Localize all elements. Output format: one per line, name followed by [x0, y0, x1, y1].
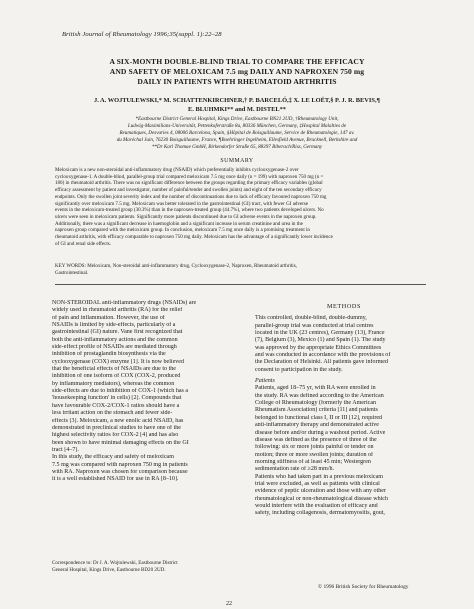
- title-line: A SIX-MONTH DOUBLE-BLIND TRIAL TO COMPARE THE EFFICACY: [109, 57, 365, 66]
- text-line: would interfere with the evaluation of efficacy and: [255, 502, 378, 509]
- text-line: NON-STEROIDAL anti-inflammatory drugs (NSAIDs) are: [52, 300, 197, 306]
- text-line: gastrointestinal (GI) nature. Vane first recognized that: [52, 329, 183, 336]
- page-number: 22: [226, 601, 232, 607]
- summary-line: significantly over meloxicam 7.5 mg. Meloxicam was better tolerated in the gastrointestinal (GI) tract, with fewer GI adverse: [55, 200, 309, 207]
- text-line: by inflammatory mediators), whereas the common: [52, 380, 175, 387]
- patients-text: [255, 385, 433, 517]
- journal-citation: British Journal of Rheumatology 1996;35(suppl. 1):22–28: [62, 31, 222, 38]
- summary-line: naproxen group compared with the meloxicam group. In conclusion, meloxicam 7.5 mg once daily is a promising treatment in: [55, 227, 310, 234]
- keywords-line: Gastrointestinal.: [55, 269, 89, 276]
- text-line: with RA. Naproxen was chosen for comparison because: [52, 468, 188, 475]
- correspondence-line: General Hospital, Kings Drive, Eastbourne BD20 2UD.: [52, 566, 166, 573]
- text-line: cyclooxygenase (COX) enzyme [1]. It is now believed: [52, 358, 184, 365]
- text-line: the Declaration of Helsinki. All patients gave informed: [255, 359, 388, 366]
- text-line: less irritant action on the stomach and fewer side-: [52, 410, 173, 417]
- text-line: side-effect profile of NSAIDs are mediated through: [52, 344, 177, 351]
- section-divider: [55, 284, 426, 285]
- text-line: trial were excluded, as well as patients with clinical: [255, 480, 380, 487]
- title-line: AND SAFETY OF MELOXICAM 7.5 mg DAILY AND NAPROXEN 750 mg: [109, 67, 365, 76]
- methods-heading: METHODS: [326, 303, 362, 310]
- text-line: of pain and inflammation. However, the use of: [52, 314, 165, 321]
- text-line: evidence of peptic ulceration and those with any other: [255, 488, 386, 495]
- left-column: [52, 300, 230, 484]
- text-line: widely used in rheumatoid arthritis (RA) for the relief: [52, 307, 183, 314]
- text-line: Patients who had taken part in a previous meloxicam: [255, 473, 383, 480]
- keywords: [55, 263, 426, 276]
- text-line: motion; three or more swollen joints; duration of: [255, 451, 374, 458]
- summary-line: 180) in rheumatoid arthritis. There was no significant difference between the groups regarding the primary efficacy variables (global: [55, 180, 323, 187]
- correspondence-line: Correspondence to: Dr J. A. Wojtulewski, Eastbourne District: [52, 560, 178, 566]
- methods-text: [255, 315, 433, 374]
- summary-line: efficacy assessment by patient and investigator, number of painful/tender and swollen joints) and eight of the ten secondary efficacy: [55, 187, 322, 194]
- patients-heading: Patients: [255, 378, 275, 385]
- summary-line: rheumatoid arthritis, with efficacy comparable to naproxen 750 mg daily. Meloxicam has the advantage of a significantly lower incidence: [55, 234, 333, 241]
- text-line: inhibition of prostaglandin biosynthesis via the: [52, 351, 166, 358]
- summary-line: endpoints. Only the swollen joint severity index and the number of discontinuations due to lack of efficacy favoured naproxen 750 mg: [55, 193, 327, 200]
- text-line: (7), Belgium (3), Mexico (1) and Spain (1). The study: [255, 337, 386, 344]
- summary-line: Additionally, there was a significant decrease in haemoglobin and a significant increase in serum creatinine and urea in the: [55, 220, 303, 227]
- affiliation-line: **Dr Karl Thomae GmbH, Birkendorfer Straße 65, 88397 Biberach/Riss, Germany: [151, 143, 323, 150]
- summary-line: ulcers were seen in meloxicam patients. Significantly more patients discontinued due to GI adverse events in the naproxen group.: [55, 213, 317, 220]
- text-line: consent to participation in the study.: [255, 366, 343, 373]
- summary-heading: SUMMARY: [220, 158, 254, 164]
- author-line: E. BLUHMKI** and M. DISTEL**: [187, 106, 286, 113]
- text-line: College of Rheumatology (formerly the American: [255, 400, 377, 407]
- text-line: side-effects are due to inhibition of COX-1 (which has a: [52, 388, 189, 395]
- author-list: [40, 96, 434, 114]
- text-line: parallel-group trial was conducted at trial centres: [255, 322, 374, 329]
- text-line: following: six or more joints painful or tender on: [255, 444, 374, 451]
- text-line: located in the UK (23 centres), Germany (13), France: [255, 330, 385, 337]
- summary-text: [55, 167, 426, 247]
- text-line: was approved by the appropriate Ethics Committees: [255, 344, 382, 351]
- text-line: Rheumatism Association) criteria [11] and patients: [255, 407, 378, 414]
- affiliation-line: *Eastbourne District General Hospital, Kings Drive, Eastbourne BN21 2UD, †Rheumatology Unit,: [135, 116, 339, 122]
- summary-line: events in the meloxicam-treated group (30.3%) than in the naproxen-treated group (44.7%), where two patients developed ulcers. No: [55, 207, 324, 214]
- text-line: morning stiffness of at least 45 min; Westergren: [255, 458, 371, 465]
- summary-line: cyclooxygenase-1. A double-blind, parallel-group trial compared meloxicam 7.5 mg once daily (n = 199) with naproxen 750 mg (n =: [55, 173, 324, 180]
- text-line: it is a well established NSAID for use in RA [8–10].: [52, 476, 179, 483]
- affiliation-line: Ludwig-Maximilians-Universität, Pettenkoferstraße 8a, 80336 München, Germany, ‡Hospital Malalties de: [127, 122, 347, 129]
- text-line: highest selectivity ratios for COX-2 [4] and has also: [52, 432, 179, 439]
- text-line: In this study, the efficacy and safety of meloxicam: [52, 454, 174, 461]
- correspondence-note: [52, 560, 230, 573]
- introduction-text: [52, 300, 230, 484]
- copyright-notice: © 1996 British Society for Rheumatology: [318, 584, 409, 590]
- summary-line: Meloxicam is a new non-steroidal anti-inflammatory drug (NSAID) which preferentially inhibits cyclooxygenase-2 over: [55, 167, 299, 173]
- text-line: 'housekeeping function' in cells) [2]. Compounds that: [52, 395, 182, 402]
- keywords-line: KEY WORDS: Meloxicam, Non-steroidal anti-inflammatory drug, Cyclooxygenase-2, Naproxen, Rheumatoid arthritis,: [55, 263, 297, 269]
- text-line: This controlled, double-blind, double-dummy,: [255, 315, 367, 322]
- author-line: J. A. WOJTULEWSKI,* M. SCHATTENKIRCHNER,† P. BARCELÓ,‡ X. LE LOËT,§ P. J. R. BEVIS,¶: [94, 97, 380, 104]
- text-line: and was conducted in accordance with the provisions of: [255, 352, 391, 359]
- text-line: demonstrated in preclinical studies to have one of the: [52, 424, 181, 431]
- text-line: anti-inflammatory therapy and demonstrated active: [255, 422, 379, 429]
- text-line: 7.5 mg was compared with naproxen 750 mg in patients: [52, 461, 188, 468]
- text-line: NSAIDs is limited by side-effects, particularly of a: [52, 322, 176, 329]
- affiliation-line: Reumatiques, Desvaries 4, 08006 Barcelona, Spain, §Hôpital de Boisguillaume, Service de Rheumatologie, 147 av.: [119, 129, 355, 136]
- text-line: been shown to have minimal damaging effects on the GI: [52, 439, 189, 446]
- text-line: that the beneficial effects of NSAIDs are due to the: [52, 366, 176, 373]
- text-line: safety, including collagenosis, dermatomyositis, gout,: [255, 510, 385, 517]
- text-line: rheumatological or non-rheumatological disease which: [255, 495, 388, 502]
- text-line: have favourable COX-2/COX-1 ratios should have a: [52, 402, 180, 409]
- article-title: [40, 57, 434, 87]
- text-line: the study. RA was defined according to the American: [255, 392, 384, 399]
- text-line: belonged to functional class I, II or III [12], required: [255, 414, 383, 421]
- text-line: disease was defined as the presence of three of the: [255, 436, 377, 443]
- text-line: Patients, aged 18–75 yr, with RA were enrolled in: [255, 385, 376, 392]
- summary-line: of GI and renal side effects.: [55, 240, 111, 247]
- affiliations: [40, 116, 434, 151]
- affiliation-line: du Maréchal Juin, 76230 Boisguillaume, France, ¶Boehringer Ingelheim, Ellesfield Avenue, Bracknell, Berkshire and: [116, 136, 358, 143]
- text-line: inhibition of one isoform of COX (COX-2, produced: [52, 373, 181, 380]
- text-line: both the anti-inflammatory actions and the common: [52, 336, 178, 343]
- text-line: tract [4–7].: [52, 446, 79, 453]
- text-line: disease before and/or during a washout period. Active: [255, 429, 386, 436]
- text-line: sedimentation rate of ≥28 mm/h.: [255, 466, 335, 473]
- title-line: DAILY IN PATIENTS WITH RHEUMATOID ARTHRITIS: [137, 77, 337, 86]
- text-line: effects [3]. Meloxicam, a new enolic acid NSAID, has: [52, 417, 184, 424]
- right-column: [255, 300, 433, 518]
